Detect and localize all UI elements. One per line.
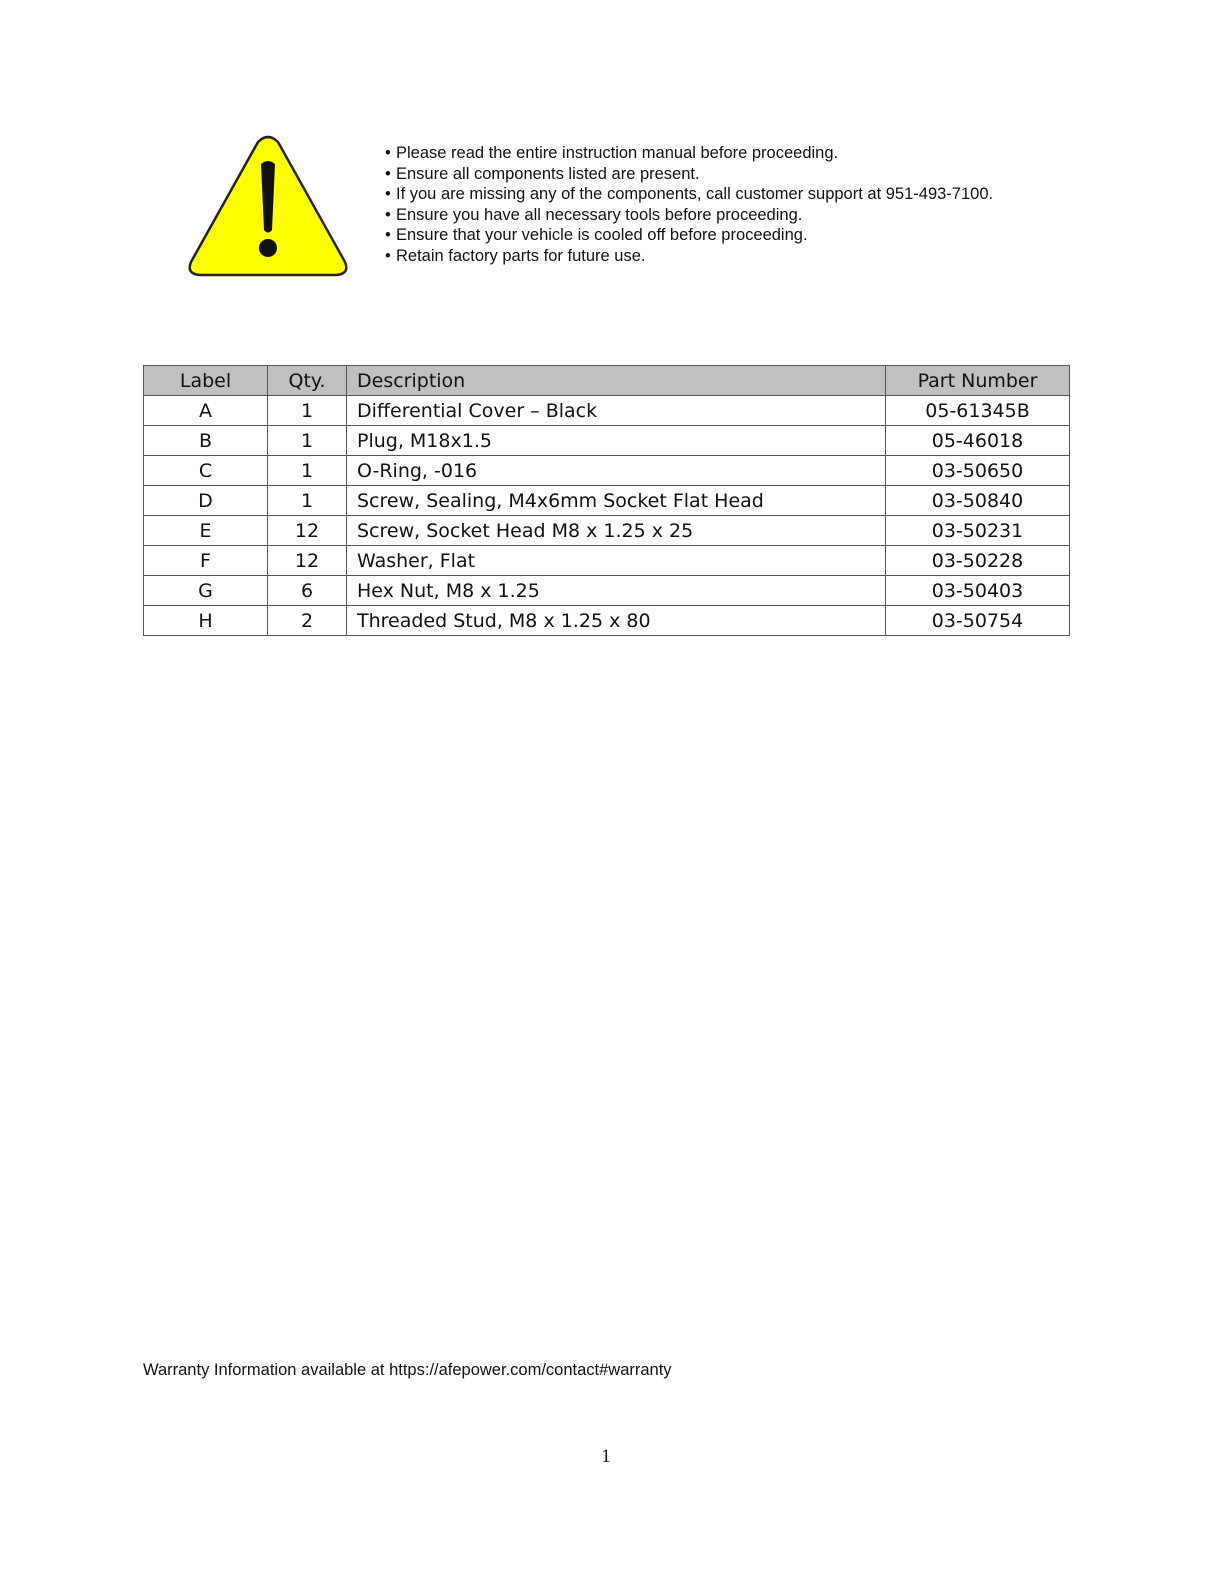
table-row <box>144 576 1070 606</box>
cell-part-number: 03-50228 <box>886 546 1070 576</box>
cell-part-number: 05-46018 <box>886 426 1070 456</box>
safety-note: • If you are missing any of the components, call customer support at 951-493-7100. <box>385 185 994 203</box>
cell-description: Screw, Socket Head M8 x 1.25 x 25 <box>347 516 886 546</box>
cell-description: Differential Cover – Black <box>347 396 886 426</box>
table-row <box>144 456 1070 486</box>
column-header-label: Label <box>144 366 268 396</box>
safety-notes-list <box>385 143 993 266</box>
safety-note: • Ensure that your vehicle is cooled off before proceeding. <box>385 226 808 244</box>
cell-part-number: 03-50650 <box>886 456 1070 486</box>
bullet-icon: • <box>385 205 391 224</box>
bullet-icon: • <box>385 144 391 162</box>
cell-label: B <box>144 426 268 456</box>
cell-label: A <box>144 396 268 426</box>
bullet-icon: • <box>385 164 391 183</box>
safety-note: • Ensure you have all necessary tools before proceeding. <box>385 205 803 224</box>
safety-note: • Please read the entire instruction manual before proceeding. <box>385 144 839 162</box>
cell-part-number: 03-50840 <box>886 486 1070 516</box>
cell-label: F <box>144 546 268 576</box>
table-row <box>144 396 1070 426</box>
column-header-description: Description <box>347 366 886 396</box>
cell-label: D <box>144 486 268 516</box>
table-row <box>144 546 1070 576</box>
cell-label: H <box>144 606 268 636</box>
parts-table <box>143 365 1070 636</box>
safety-note: • Retain factory parts for future use. <box>385 246 646 265</box>
cell-description: Washer, Flat <box>347 546 886 576</box>
table-row <box>144 606 1070 636</box>
cell-part-number: 03-50231 <box>886 516 1070 546</box>
cell-part-number: 03-50403 <box>886 576 1070 606</box>
warning-triangle-icon <box>186 134 350 278</box>
cell-qty: 1 <box>268 486 347 516</box>
cell-description: Screw, Sealing, M4x6mm Socket Flat Head <box>347 486 886 516</box>
cell-description: O-Ring, -016 <box>347 456 886 486</box>
cell-label: G <box>144 576 268 606</box>
cell-part-number: 05-61345B <box>886 396 1070 426</box>
table-row <box>144 486 1070 516</box>
safety-note: • Ensure all components listed are present. <box>385 164 700 183</box>
page-number: 1 <box>601 1446 611 1467</box>
cell-qty: 1 <box>268 426 347 456</box>
exclamation-dot <box>259 239 277 257</box>
bullet-icon: • <box>385 226 391 244</box>
column-header-part-number: Part Number <box>886 366 1070 396</box>
column-header-qty: Qty. <box>268 366 347 396</box>
cell-qty: 1 <box>268 396 347 426</box>
cell-part-number: 03-50754 <box>886 606 1070 636</box>
cell-qty: 12 <box>268 546 347 576</box>
cell-description: Hex Nut, M8 x 1.25 <box>347 576 886 606</box>
table-header-row <box>144 366 1070 396</box>
bullet-icon: • <box>385 246 391 265</box>
cell-label: E <box>144 516 268 546</box>
cell-description: Plug, M18x1.5 <box>347 426 886 456</box>
table-row <box>144 426 1070 456</box>
cell-qty: 2 <box>268 606 347 636</box>
cell-qty: 1 <box>268 456 347 486</box>
cell-description: Threaded Stud, M8 x 1.25 x 80 <box>347 606 886 636</box>
cell-qty: 12 <box>268 516 347 546</box>
bullet-icon: • <box>385 185 391 203</box>
warranty-info: Warranty Information available at https://afepower.com/contact#warranty <box>143 1361 672 1379</box>
table-row <box>144 516 1070 546</box>
cell-label: C <box>144 456 268 486</box>
cell-qty: 6 <box>268 576 347 606</box>
